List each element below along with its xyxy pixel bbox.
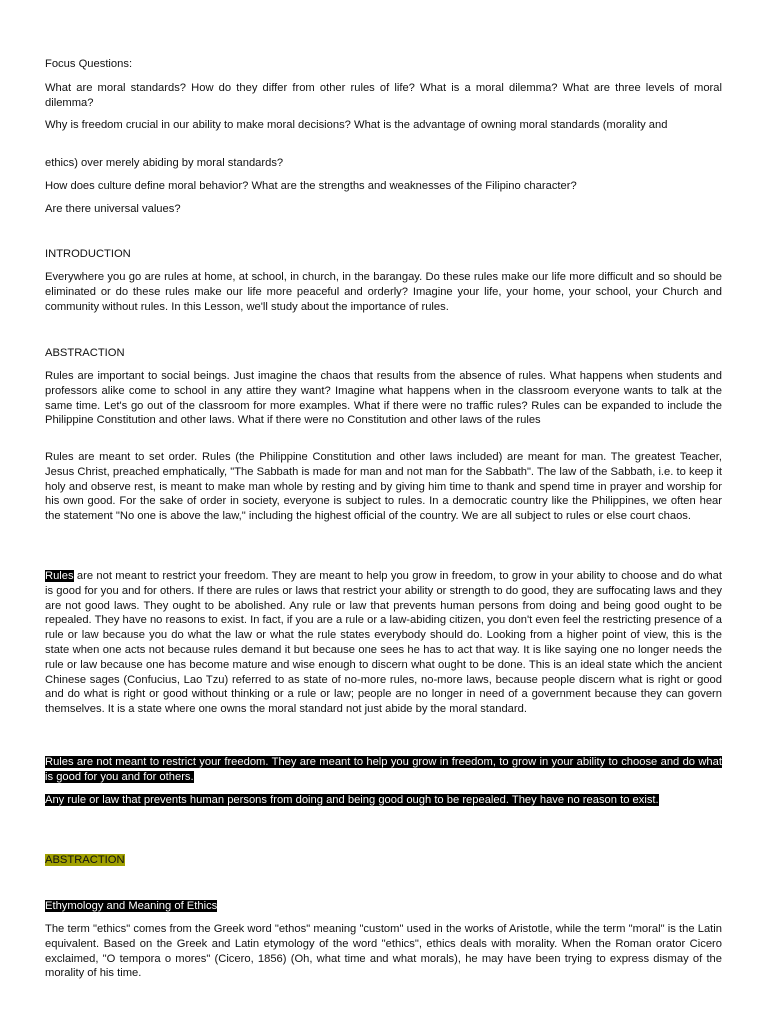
focus-question-4: Are there universal values?: [45, 203, 181, 215]
introduction-paragraph: Everywhere you go are rules at home, at school, in church, in the barangay. Do these rules make our life more difficult and so should be eliminated or do these rules make our life more peaceful and orderly? Imagine your life, your home, your school, your Church and community without rules. In this Lesson, we'll study about the importance of rules.: [45, 271, 722, 313]
ethics-heading-text: Ethymology and Meaning of Ethics: [45, 900, 218, 912]
abstraction-heading-2: [45, 853, 722, 868]
abstraction-heading: ABSTRACTION: [45, 347, 125, 359]
abstraction-paragraph-1: Rules are important to social beings. Just imagine the chaos that results from the absence of rules. What happens when students and professors alike come to school in any attire they want? Imagine what happens when in the classroom everyone wants to talk at the same time. Let's go out of the classroom for more examples. What if there were no traffic rules? Rules can be expanded to include the Philippine Constitution and other laws. What if there were no Constitution and other laws of the rules: [45, 370, 722, 427]
ethics-heading: [45, 899, 722, 914]
focus-questions-heading: Focus Questions:: [45, 58, 133, 70]
focus-question-2: Why is freedom crucial in our ability to make moral decisions? What is the advantage of owning moral standards (morality and: [45, 119, 668, 131]
highlighted-statement-1-text: Rules are not meant to restrict your freedom. They are meant to help you grow in freedom, to grow in your ability to choose and do what is good for you and for others.: [45, 756, 722, 783]
highlighted-word-rules: Rules: [45, 570, 74, 582]
abstraction-heading-2-text: ABSTRACTION: [45, 854, 125, 866]
abstraction-paragraph-3-text: are not meant to restrict your freedom. They are meant to help you grow in freedom, to grow in your ability to choose and do what is good for you and for others. If there are rules or laws that restrict your ability or strength to do good, they are suffocating laws and they are not good laws. They ought to be abolished. Any rule or law that prevents human persons from doing and being good ought to be repealed. They have no reasons to exist. In fact, if you are a rule or a law-abiding citizen, you don't even feel the restricting presence of a rule or law because you do what the law or what the rule states everybody should do. Looking from a higher point of view, this is the state when one acts not because rules demand it but because one sees he has to act that way. It is like saying one no longer needs the rule or law because one has become mature and wise enough to discern what ought to be done. This is an ideal state which the ancient Chinese sages (Confucius, Lao Tzu) referred to as state of no-more rules, no-more laws, because people discern what is right or good and do what is right or good without thinking or a rule or law; people are no longer in need of a government because they can govern themselves. It is a state where one owns the moral standard not just abide by the moral standard.: [45, 570, 722, 716]
focus-question-3: How does culture define moral behavior? What are the strengths and weaknesses of the Filipino character?: [45, 180, 577, 192]
abstraction-paragraph-2: Rules are meant to set order. Rules (the Philippine Constitution and other laws included) are meant for man. The greatest Teacher, Jesus Christ, preached emphatically, "The Sabbath is made for man and not man for the Sabbath". The law of the Sabbath, i.e. to keep it holy and observe rest, is meant to make man whole by resting and by giving him time to thank and spend time in prayer and worship for his own good. For the sake of order in society, everyone is subject to rules. In a democratic country like the Philippines, we often hear the statement "No one is above the law," including the highest official of the country. We are all subject to rules or else court chaos.: [45, 451, 722, 523]
abstraction-paragraph-3: [45, 569, 722, 717]
highlighted-statement-2-text: Any rule or law that prevents human persons from doing and being good ough to be repealed. They have no reason to exist.: [45, 794, 659, 806]
ethics-paragraph: The term "ethics" comes from the Greek word "ethos" meaning "custom" used in the works of Aristotle, while the term "moral" is the Latin equivalent. Based on the Greek and Latin etymology of the word "ethics", ethics deals with morality. When the Roman orator Cicero exclaimed, "O tempora o mores" (Cicero, 1856) (Oh, what time and what morals), he may have been trying to express dismay of the morality of his time.: [45, 923, 722, 980]
focus-question-1: What are moral standards? How do they differ from other rules of life? What is a moral dilemma? What are three levels of moral dilemma?: [45, 82, 722, 109]
highlighted-statement-1: [45, 755, 722, 785]
introduction-heading: INTRODUCTION: [45, 248, 131, 260]
focus-question-2-continued: ethics) over merely abiding by moral standards?: [45, 157, 284, 169]
highlighted-statement-2: [45, 793, 722, 808]
